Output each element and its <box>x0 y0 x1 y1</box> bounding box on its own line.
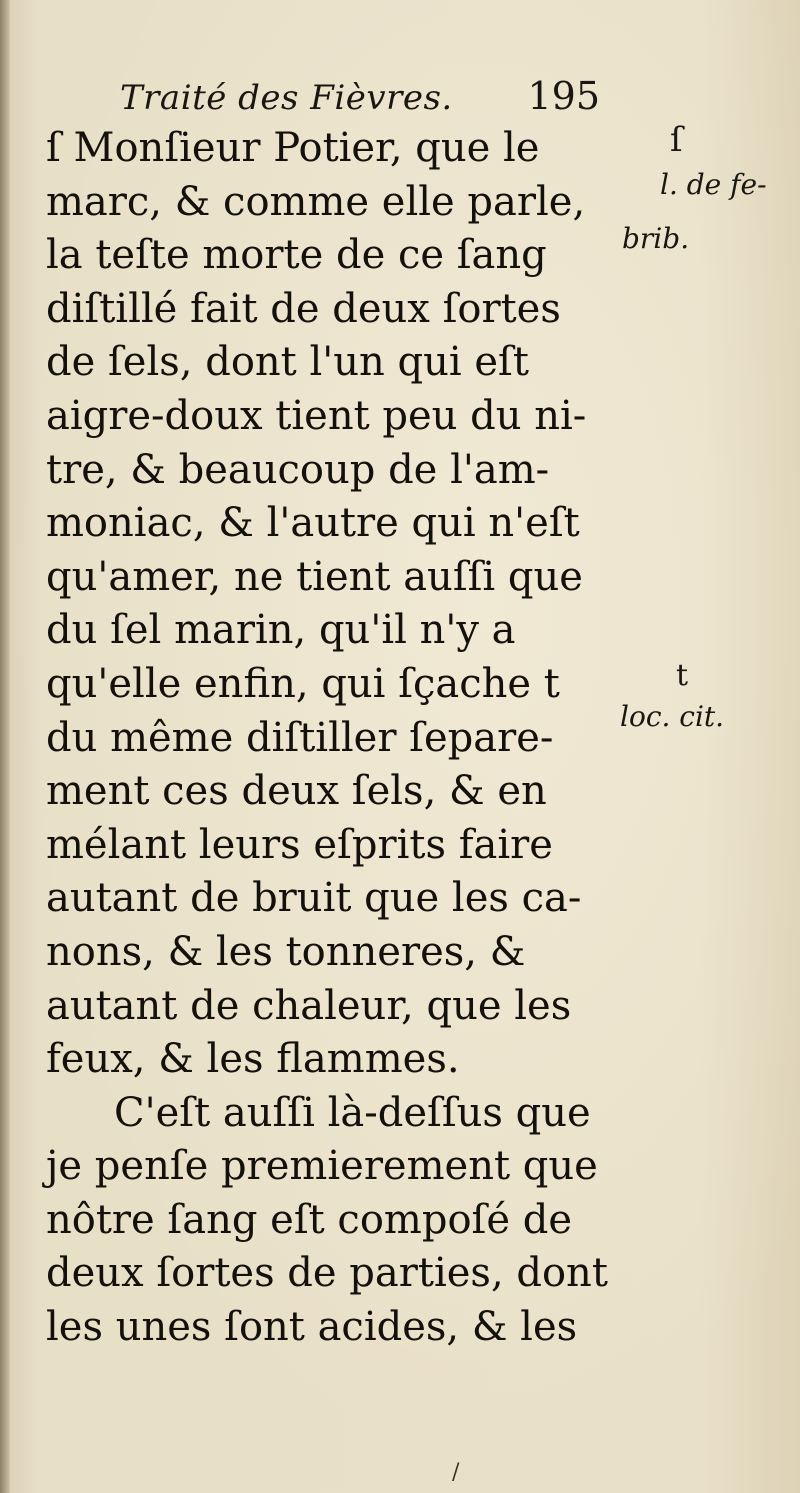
text-line: deux ſortes de parties, dont <box>46 1250 608 1297</box>
text-line: feux, & les flammes. <box>46 1036 460 1083</box>
text-line: qu'amer, ne tient auſſi que <box>46 553 583 600</box>
text-line: autant de bruit que les ca- <box>46 875 582 922</box>
margin-note-marker: ſ <box>670 120 683 160</box>
page-header <box>120 70 600 130</box>
text-line: je penſe premierement que <box>46 1143 598 1190</box>
running-title: Traité des Fièvres. <box>120 78 453 118</box>
text-line: moniac, & l'autre qui n'eſt <box>46 500 580 547</box>
text-line: aigre-doux tient peu du ni- <box>46 392 587 439</box>
text-line: du ſel marin, qu'il n'y a <box>46 607 516 654</box>
text-line: du même diſtiller ſepare- <box>46 714 554 761</box>
text-line: marc, & comme elle parle, <box>46 178 586 225</box>
margin-note-marker: t <box>676 658 689 693</box>
margin-note-text: brib. <box>622 222 690 255</box>
margin-note-text: l. de fe- <box>660 168 767 201</box>
text-line: nôtre ſang eſt compoſé de <box>46 1196 572 1243</box>
text-line: mélant leurs eſprits faire <box>46 821 553 868</box>
text-line: ſ Monſieur Potier, que le <box>46 125 540 171</box>
text-line: diſtillé fait de deux ſortes <box>46 285 561 332</box>
text-line: tre, & beaucoup de l'am- <box>46 446 550 493</box>
text-line: autant de chaleur, que les <box>46 982 572 1029</box>
text-line: nons, & les tonneres, & <box>46 928 526 975</box>
page-gutter <box>0 0 10 1493</box>
text-line: qu'elle enfin, qui ſçache t <box>46 660 560 707</box>
margin-note-text: loc. cit. <box>620 700 725 733</box>
page-number: 195 <box>527 74 600 118</box>
text-line: ment ces deux ſels, & en <box>46 768 547 815</box>
stray-mark: / <box>452 1460 460 1485</box>
text-line: les unes ſont acides, & les <box>46 1304 578 1351</box>
text-line: la teſte morte de ce ſang <box>46 232 547 279</box>
body-text <box>46 122 616 1355</box>
paragraph-start-line: C'eſt auſſi là-deſſus que <box>114 1089 591 1136</box>
text-line: de ſels, dont l'un qui eſt <box>46 339 529 386</box>
